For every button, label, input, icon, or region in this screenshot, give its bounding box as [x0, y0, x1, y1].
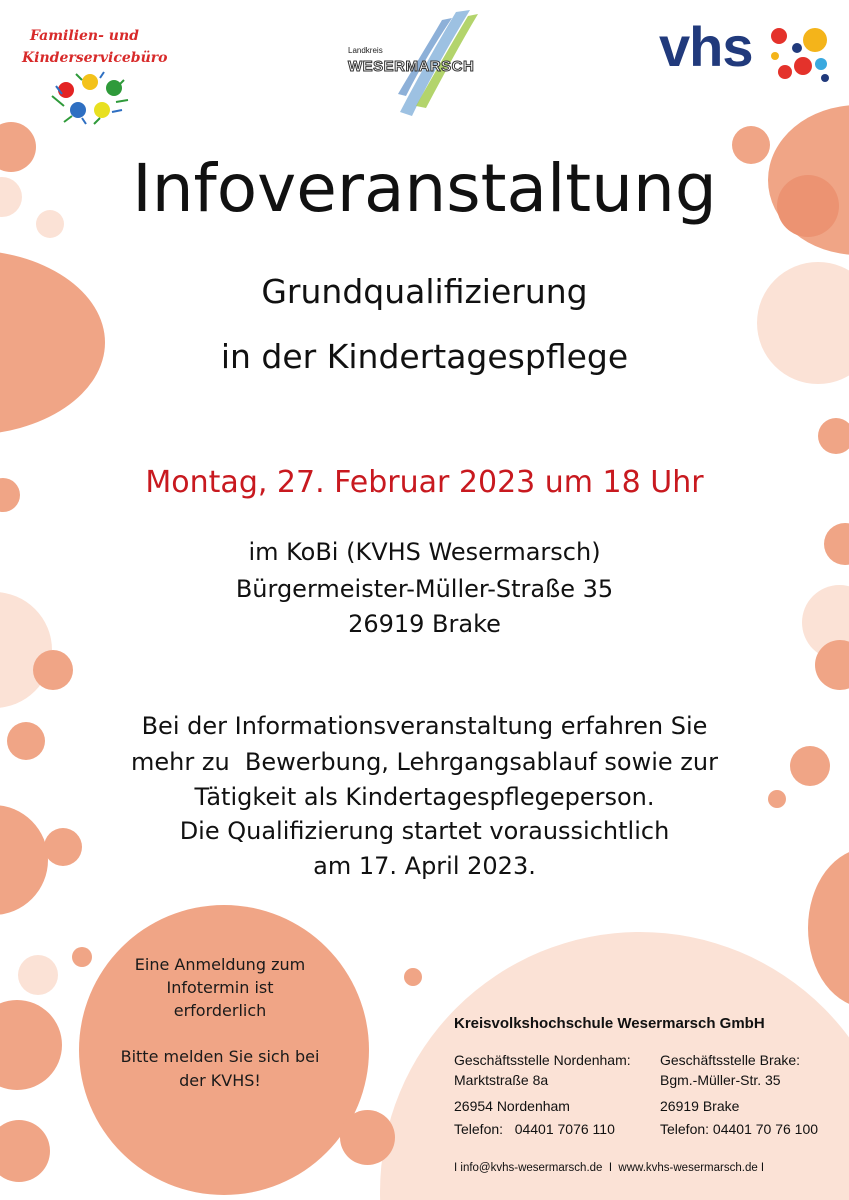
vhs-dots-icon [765, 22, 835, 92]
registration-note-line3: erforderlich [173, 1001, 267, 1020]
familien-kinderservicebuero-logo [20, 22, 170, 132]
registration-note-line5: der KVHS! [179, 1071, 261, 1090]
page-title: Infoveranstaltung [132, 150, 717, 227]
decorative-circle [404, 968, 422, 986]
decorative-circle [18, 955, 58, 995]
subtitle-line2: in der Kindertagespflege [220, 337, 629, 376]
vhs-logo-text: vhs [659, 15, 753, 78]
logo-text-line2: Kinderservicebüro [22, 50, 168, 66]
decorative-circle [340, 1110, 395, 1165]
description-line2: mehr zu Bewerbung, Lehrgangsablauf sowie zur [131, 748, 718, 776]
event-date: Montag, 27. Februar 2023 um 18 Uhr [145, 465, 704, 500]
decorative-circle [818, 418, 849, 454]
brake-city: 26919 Brake [660, 1098, 740, 1114]
nordenham-street: Marktstraße 8a [454, 1072, 549, 1088]
vhs-logo [655, 15, 835, 95]
subtitle-line1: Grundqualifizierung [261, 272, 588, 311]
description-line1: Bei der Informationsveranstaltung erfahren Sie [141, 712, 708, 740]
logo-text-line1: Familien- und [30, 28, 139, 44]
description-line4: Die Qualifizierung startet voraussichtlich [179, 817, 670, 845]
address-line2: Bürgermeister-Müller-Straße 35 [235, 575, 614, 603]
registration-note-line2: Infotermin ist [166, 978, 274, 997]
description-line3: Tätigkeit als Kindertagespflegeperson. [194, 783, 655, 811]
registration-note-line1: Eine Anmeldung zum [134, 955, 306, 974]
nordenham-phone: Telefon: 04401 7076 110 [454, 1121, 615, 1137]
children-circle-icon [42, 66, 162, 136]
description-line5: am 17. April 2023. [313, 852, 536, 880]
registration-note-line4: Bitte melden Sie sich bei [120, 1047, 320, 1066]
landkreis-wesermarsch-logo [340, 8, 500, 123]
decorative-circle [33, 650, 73, 690]
brake-heading: Geschäftsstelle Brake: [660, 1052, 801, 1068]
decorative-circle [0, 1000, 62, 1090]
contact-footer: I info@kvhs-wesermarsch.de I www.kvhs-wesermarsch.de I [454, 1162, 765, 1174]
logo-wesermarsch-text: WESERMARSCH [348, 58, 475, 75]
nordenham-city: 26954 Nordenham [454, 1098, 570, 1114]
brake-phone: Telefon: 04401 70 76 100 [660, 1121, 819, 1137]
address-line3: 26919 Brake [348, 610, 501, 638]
address-line1: im KoBi (KVHS Wesermarsch) [248, 538, 601, 566]
logo-landkreis-text: Landkreis [348, 46, 383, 55]
decorative-circle [0, 1120, 50, 1182]
nordenham-heading: Geschäftsstelle Nordenham: [454, 1052, 631, 1068]
organization-name: Kreisvolkshochschule Wesermarsch GmbH [454, 1015, 765, 1032]
brake-street: Bgm.-Müller-Str. 35 [660, 1072, 781, 1088]
